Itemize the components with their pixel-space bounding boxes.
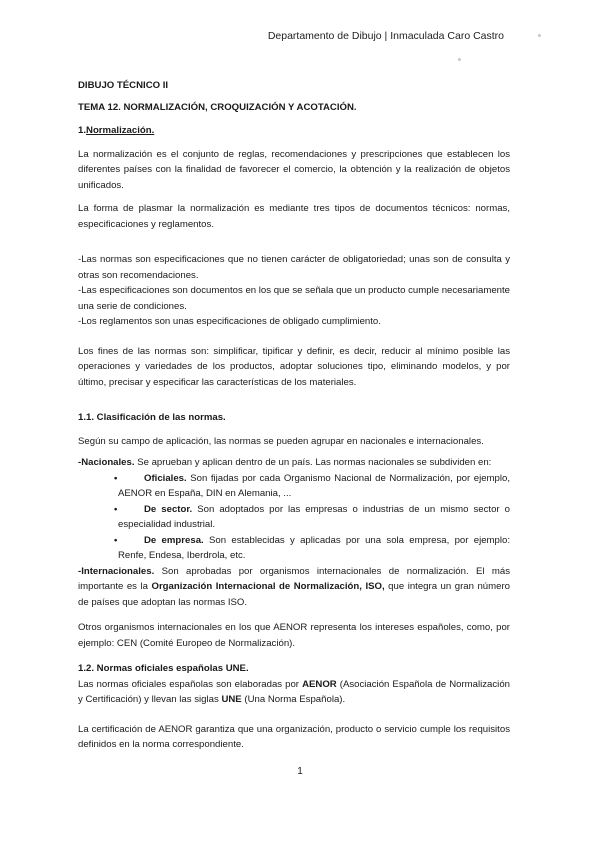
bullet-icon: • [114, 472, 118, 484]
bullet-label: Oficiales. [144, 472, 187, 484]
scan-mark [538, 34, 541, 37]
paragraph-une [78, 677, 510, 708]
une-text-3: (Una Norma Española). [241, 694, 346, 705]
paragraph-campo: Según su campo de aplicación, las normas se pueden agrupar en nacionales e internacionales. [78, 435, 484, 447]
internacionales-text-1: Son aprobadas por organismos internacionales de normalización. El más importante es la [78, 565, 510, 592]
section-1-2-heading: 1.2. Normas oficiales españolas UNE. [78, 663, 249, 674]
paragraph-definition: La normalización es el conjunto de reglas, recomendaciones y prescripciones que establecen los diferentes países con la finalidad de favorecer el comercio, la obtención y la realización de objetos unificados. [78, 148, 510, 191]
subject-heading: DIBUJO TÉCNICO II [78, 80, 169, 91]
section-1-heading [78, 123, 510, 139]
page-number: 1 [297, 766, 303, 777]
section-1-title: Normalización. [86, 125, 155, 136]
topic-heading: TEMA 12. NORMALIZACIÓN, CROQUIZACIÓN Y ACOTACIÓN. [78, 101, 357, 113]
internacionales-text-2: que integra un gran número de países que adoptan las normas ISO. [78, 581, 510, 608]
bullet-label: De empresa. [144, 534, 204, 546]
une-bold: UNE [221, 694, 242, 705]
internacionales-label: -Internacionales. [78, 565, 155, 577]
nacionales-label: -Nacionales. [78, 457, 135, 468]
paragraph-certificacion: La certificación de AENOR garantiza que una organización, producto o servicio cumple los requisitos definidos en la norma correspondiente. [78, 723, 510, 750]
paragraph-fines: Los fines de las normas son: simplificar, tipificar y definir, es decir, reducir al mínimo posible las operaciones y variedades de los productos, adoptar soluciones tipo, eliminando modelos, y por último, precisar y especificar las características de los materiales. [78, 345, 510, 388]
une-text-2: (Asociación Española de Normalización y Certificación) y llevan las siglas [78, 678, 510, 705]
paragraph-internacionales [78, 564, 510, 611]
iso-name: Organización Internacional de Normalización, ISO, [151, 581, 385, 592]
bullet-label: De sector. [144, 503, 193, 515]
bullet-text: Son adoptados por las empresas o industrias de un mismo sector o especialidad industrial. [118, 503, 510, 530]
section-1-1-heading: 1.1. Clasificación de las normas. [78, 412, 226, 423]
bullet-text: Son fijadas por cada Organismo Nacional de Normalización, por ejemplo, AENOR en España, DIN en Alemania, ... [118, 472, 510, 499]
page-header: Departamento de Dibujo | Inmaculada Caro Castro [267, 30, 504, 42]
paragraph-nacionales [78, 455, 510, 471]
bullet-text: Son establecidas y aplicadas por una sola empresa, por ejemplo: Renfe, Endesa, Iberdrola, etc. [118, 534, 511, 561]
bullet-sector [78, 502, 510, 533]
section-1-number: 1. [78, 125, 87, 136]
bullet-icon: • [114, 503, 118, 515]
scan-mark [458, 58, 461, 61]
bullet-icon: • [114, 534, 118, 546]
paragraph-especificaciones: -Las especificaciones son documentos en los que se señala que un producto cumple necesariamente una serie de condiciones. [78, 285, 510, 312]
bullet-empresa [78, 533, 510, 564]
paragraph-reglamentos: -Los reglamentos son unas especificaciones de obligado cumplimiento. [78, 316, 381, 327]
document-body [78, 78, 510, 753]
paragraph-otros-organismos: Otros organismos internacionales en los que AENOR representa los intereses españoles, como, por ejemplo: CEN (Comité Europeo de Normalización). [78, 622, 510, 649]
bullet-oficiales [78, 471, 510, 502]
paragraph-normas: -Las normas son especificaciones que no tienen carácter de obligatoriedad; unas son de consulta y otras son recomendaciones. [78, 254, 510, 281]
nacionales-text: Se aprueban y aplican dentro de un país. Las normas nacionales se subdividen en: [134, 457, 492, 468]
aenor-bold: AENOR [302, 678, 337, 690]
une-text-1: Las normas oficiales españolas son elaboradas por [78, 678, 303, 690]
paragraph-documents: La forma de plasmar la normalización es mediante tres tipos de documentos técnicos: normas, especificaciones y reglamentos. [78, 203, 510, 230]
